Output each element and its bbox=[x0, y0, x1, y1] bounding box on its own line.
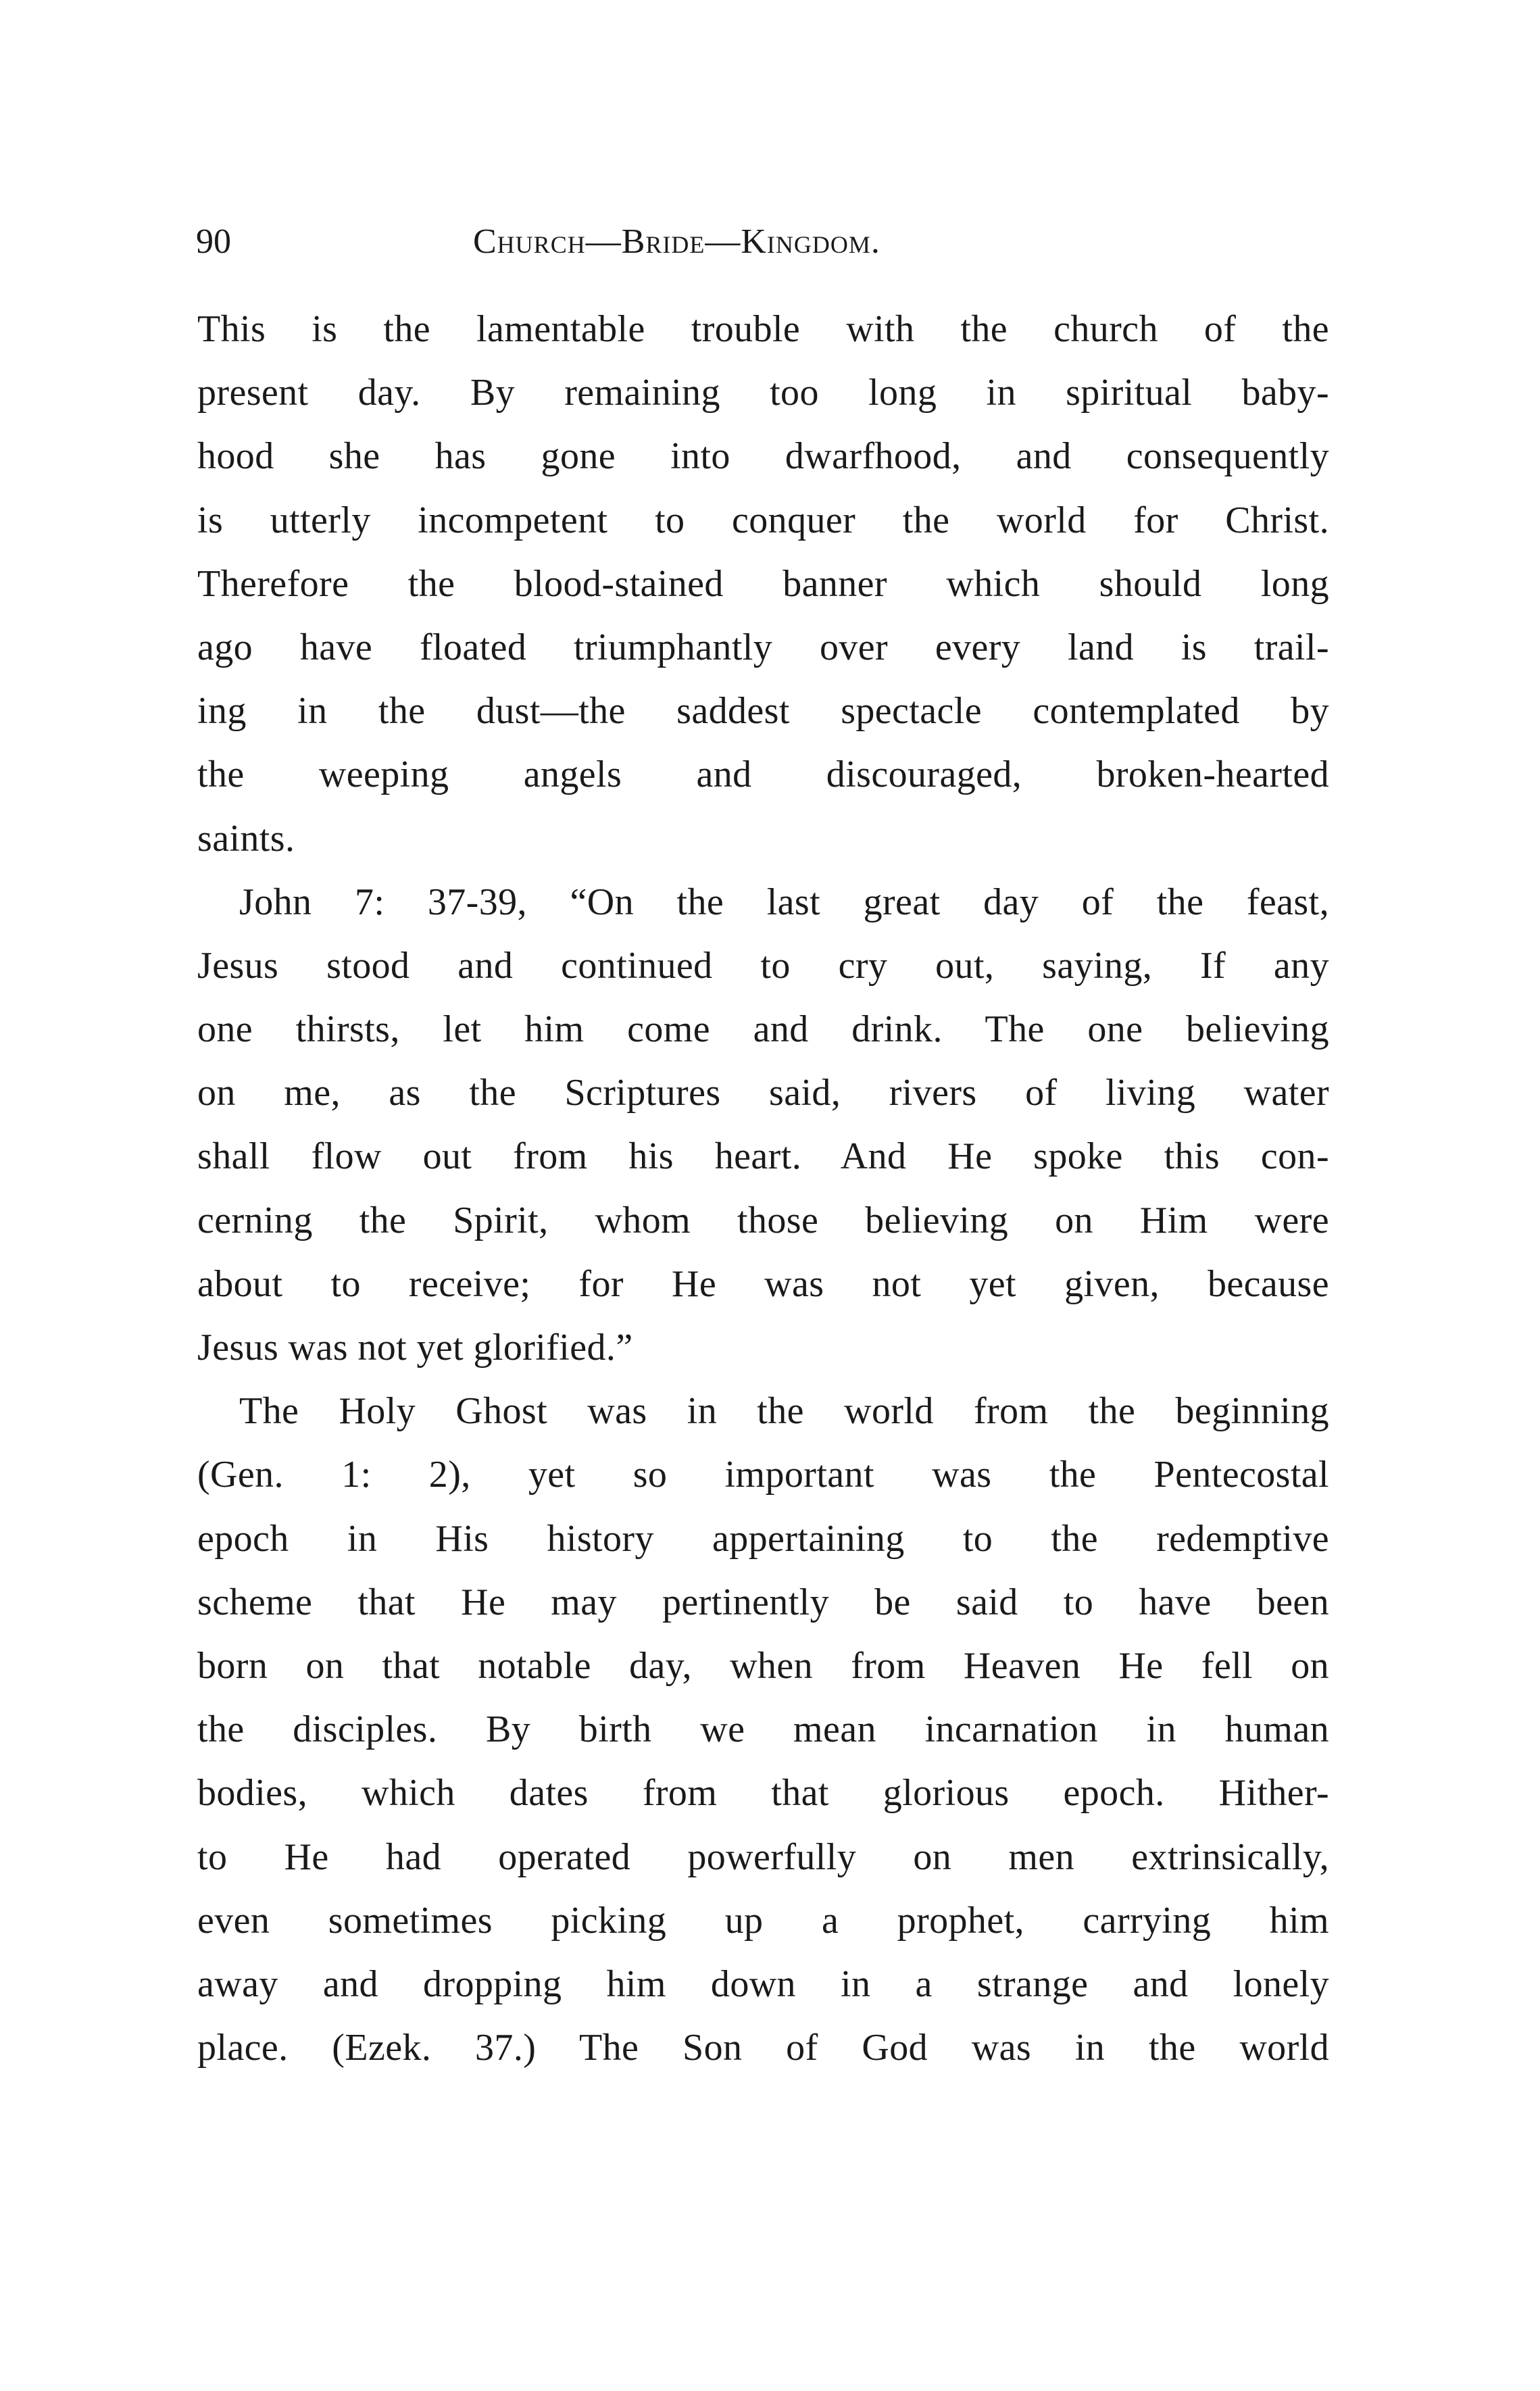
text-line: Therefore the blood-stained banner which should long bbox=[197, 562, 1329, 605]
text-line: ago have floated triumphantly over every land is trail- bbox=[197, 626, 1329, 668]
text-line: present day. By remaining too long in spiritual baby- bbox=[197, 372, 1329, 414]
text-line: ing in the dust—the saddest spectacle contemplated by bbox=[197, 690, 1329, 733]
text-line: on me, as the Scriptures said, rivers of living water bbox=[197, 1072, 1329, 1114]
text-line: John 7: 37-39, “On the last great day of the feast, bbox=[239, 881, 1329, 923]
text-line: one thirsts, let him come and drink. The one believing bbox=[197, 1008, 1329, 1051]
text-line: cerning the Spirit, whom those believing on Him were bbox=[197, 1199, 1329, 1241]
text-line: the disciples. By birth we mean incarnation in human bbox=[197, 1708, 1329, 1751]
text-line: bodies, which dates from that glorious epoch. Hither- bbox=[197, 1772, 1329, 1815]
text-line: scheme that He may pertinently be said to have been bbox=[197, 1581, 1329, 1623]
text-line: hood she has gone into dwarfhood, and consequently bbox=[197, 435, 1329, 478]
text-line: about to receive; for He was not yet given, because bbox=[197, 1262, 1329, 1305]
text-line: saints. bbox=[197, 817, 295, 860]
text-line: the weeping angels and discouraged, broken-hearted bbox=[197, 754, 1329, 796]
text-line: to He had operated powerfully on men extrinsically, bbox=[197, 1835, 1329, 1878]
text-line: Jesus was not yet glorified.” bbox=[197, 1327, 633, 1369]
body-text bbox=[197, 297, 1329, 2079]
text-line: away and dropping him down in a strange and lonely bbox=[197, 1963, 1329, 2005]
text-line: place. (Ezek. 37.) The Son of God was in the world bbox=[197, 2027, 1329, 2069]
text-line: is utterly incompetent to conquer the world for Christ. bbox=[197, 499, 1329, 541]
running-head bbox=[196, 215, 1331, 269]
text-line: Jesus stood and continued to cry out, saying, If any bbox=[197, 944, 1329, 987]
text-line: born on that notable day, when from Heaven He fell on bbox=[197, 1644, 1329, 1687]
text-line: epoch in His history appertaining to the redemptive bbox=[197, 1517, 1329, 1560]
page-number: 90 bbox=[196, 222, 231, 261]
text-line: even sometimes picking up a prophet, carrying him bbox=[197, 1899, 1329, 1942]
text-line: This is the lamentable trouble with the church of the bbox=[197, 308, 1329, 350]
text-line: shall flow out from his heart. And He spoke this con- bbox=[197, 1135, 1329, 1178]
text-line: The Holy Ghost was in the world from the beginning bbox=[239, 1390, 1329, 1433]
running-title: Church—Bride—Kingdom. bbox=[473, 222, 880, 261]
text-line: (Gen. 1: 2), yet so important was the Pentecostal bbox=[197, 1454, 1329, 1496]
